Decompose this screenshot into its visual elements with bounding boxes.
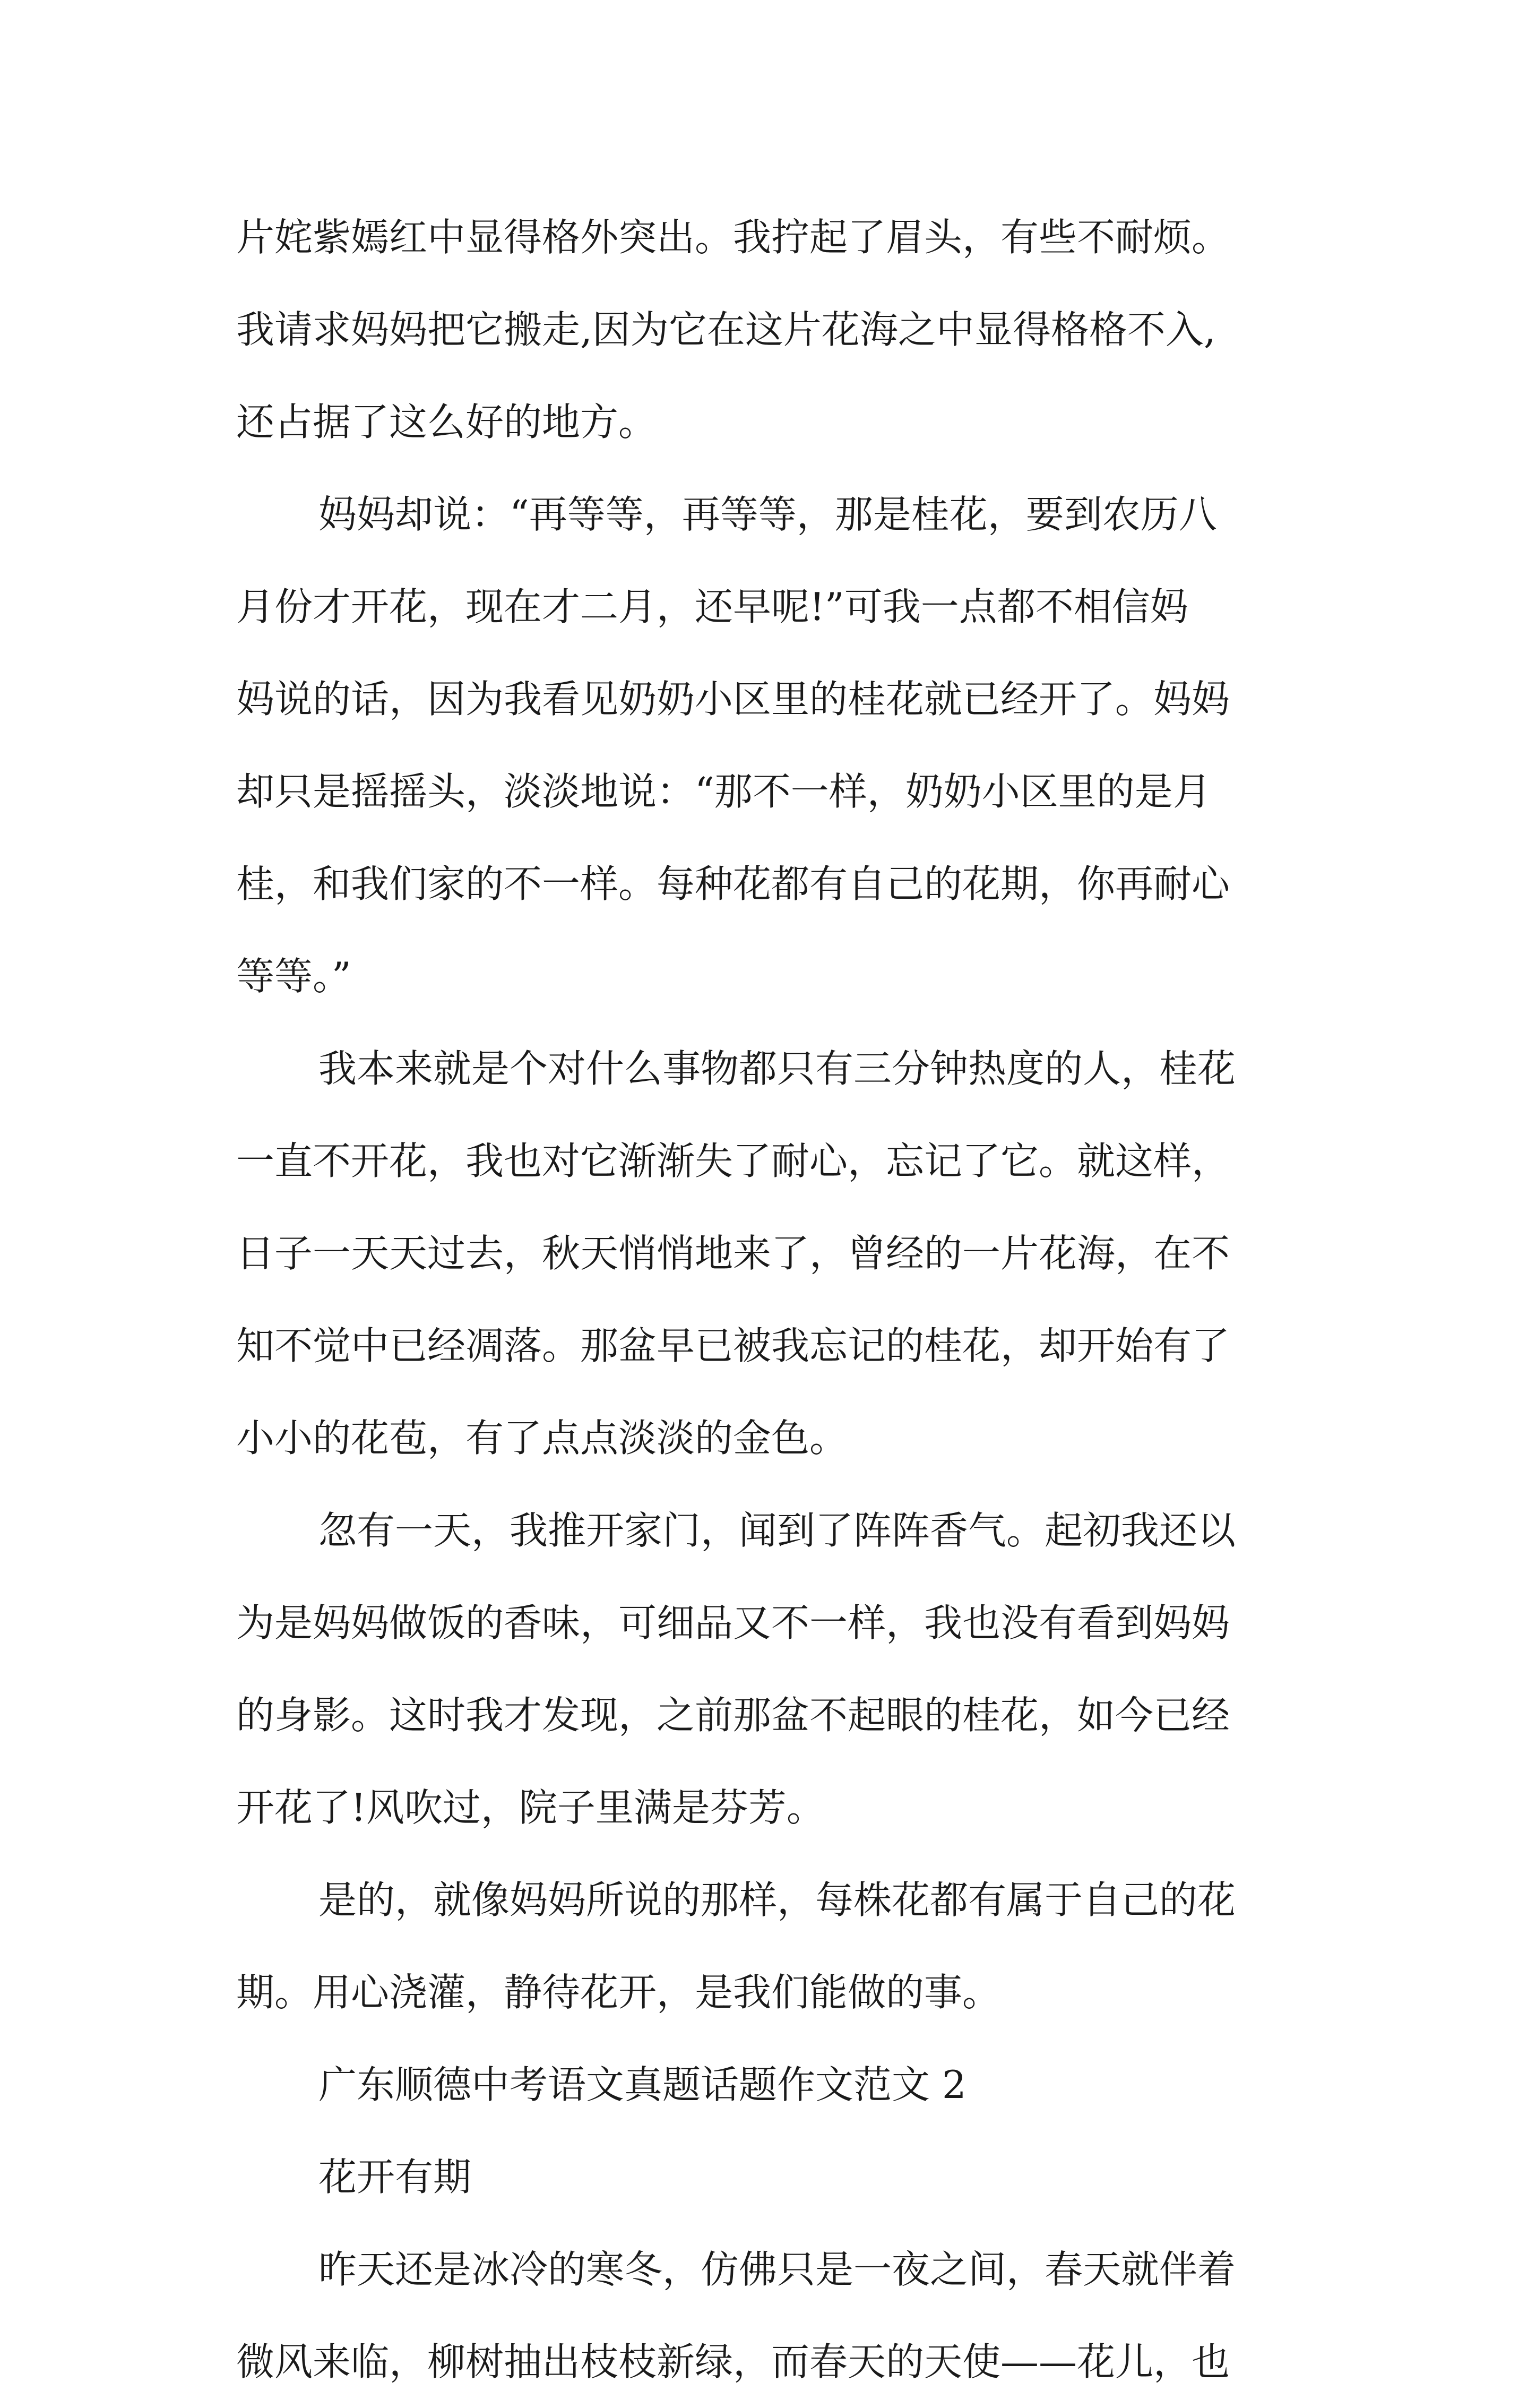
text-line: 却只是摇摇头，淡淡地说：“那不一样，奶奶小区里的是月 (236, 769, 1211, 814)
text-line: 的身影。这时我才发现，之前那盆不起眼的桂花，如今已经 (236, 1693, 1230, 1738)
text-line: 我请求妈妈把它搬走,因为它在这片花海之中显得格格不入, (236, 307, 1216, 352)
text-line: 桂，和我们家的不一样。每种花都有自己的花期，你再耐心 (236, 862, 1230, 906)
paragraph-start-line: 我本来就是个对什么事物都只有三分钟热度的人，桂花 (318, 1046, 1236, 1091)
text-line: 一直不开花，我也对它渐渐失了耐心，忘记了它。就这样， (236, 1139, 1230, 1183)
paragraph-start-line: 是的，就像妈妈所说的那样，每株花都有属于自己的花 (318, 1878, 1236, 1922)
text-line: 等等。” (236, 954, 351, 999)
text-line: 小小的花苞，有了点点淡淡的金色。 (236, 1416, 848, 1460)
document-body (236, 191, 1356, 2408)
paragraph-start-line: 妈妈却说：“再等等，再等等，那是桂花，要到农历八 (318, 492, 1217, 537)
text-line: 妈说的话，因为我看见奶奶小区里的桂花就已经开了。妈妈 (236, 677, 1230, 721)
text-line: 微风来临，柳树抽出枝枝新绿，而春天的天使——花儿，也 (236, 2340, 1230, 2384)
text-line: 片姹紫嫣红中显得格外突出。我拧起了眉头，有些不耐烦。 (236, 215, 1230, 260)
text-line: 知不觉中已经凋落。那盆早已被我忘记的桂花，却开始有了 (236, 1323, 1230, 1368)
text-line: 期。用心浇灌，静待花开，是我们能做的事。 (236, 1970, 1001, 2015)
essay-title: 花开有期 (318, 2155, 472, 2199)
text-line: 为是妈妈做饭的香味，可细品又不一样，我也没有看到妈妈 (236, 1601, 1230, 1645)
paragraph-start-line: 忽有一天，我推开家门，闻到了阵阵香气。起初我还以 (318, 1508, 1236, 1553)
text-line: 日子一天天过去，秋天悄悄地来了，曾经的一片花海，在不 (236, 1231, 1230, 1276)
text-line: 开花了!风吹过，院子里满是芬芳。 (236, 1785, 825, 1830)
section-heading: 广东顺德中考语文真题话题作文范文 2 (318, 2062, 967, 2107)
text-line: 月份才开花，现在才二月，还早呢!”可我一点都不相信妈 (236, 584, 1188, 629)
text-line: 还占据了这么好的地方。 (236, 400, 657, 444)
paragraph-start-line: 昨天还是冰冷的寒冬，仿佛只是一夜之间，春天就伴着 (318, 2247, 1236, 2292)
